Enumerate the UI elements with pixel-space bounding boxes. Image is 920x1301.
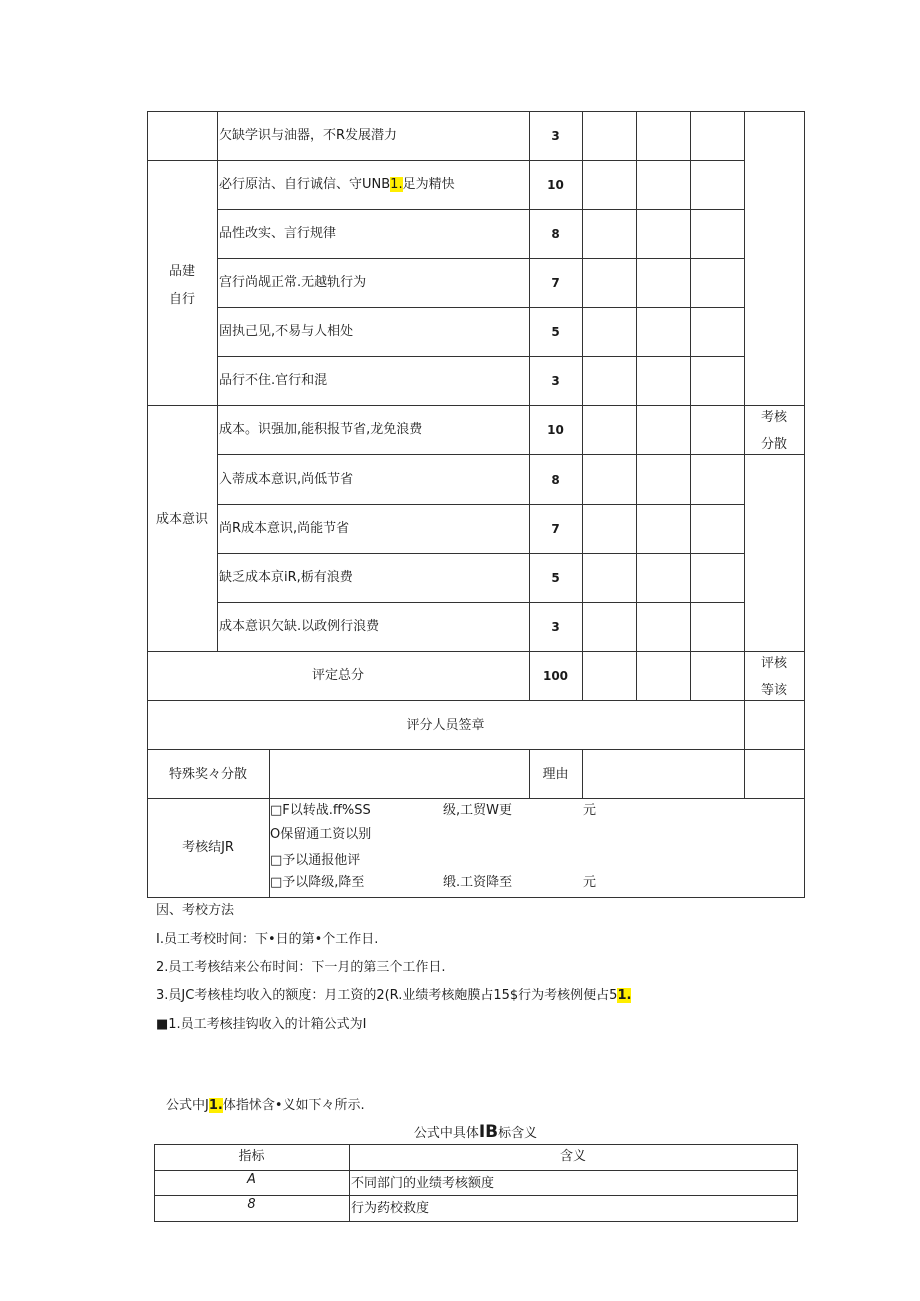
- method-item-1: I.员工考校时间：下•日的第•个工作日.: [156, 932, 379, 947]
- sub-table-caption-post: 标含义: [498, 1126, 538, 1141]
- result-option-4: □予以降级,降至: [270, 875, 365, 890]
- criterion-row-2: [219, 177, 455, 193]
- result-label: 考核结JR: [182, 840, 234, 855]
- criterion-row-2-highlight: 1.: [390, 177, 403, 192]
- cost-score-1: 10: [547, 423, 564, 437]
- total-label: 评定总分: [311, 668, 364, 683]
- side-pinghe-line1: 评核: [760, 656, 787, 671]
- criterion-row-6: 品行不住.官行和混: [219, 373, 328, 388]
- cost-criterion-5: 成本意识欠缺.以政例行浪费: [219, 619, 380, 634]
- sub-row-1-code: A: [247, 1172, 256, 1187]
- result-option-2: O保留通工资以别: [270, 827, 372, 842]
- side-kaohe-line1: 考核: [760, 410, 787, 425]
- special-label: 特殊奖々分散: [168, 767, 247, 782]
- score-row-6: 3: [551, 374, 560, 388]
- criterion-row-3: 品性改实、言行规律: [219, 226, 337, 241]
- sub-header-indicator: 指标: [238, 1149, 265, 1164]
- sub-row-2-meaning: 行为药校救度: [351, 1201, 430, 1216]
- result-option-4-unit: 元: [583, 875, 597, 890]
- cost-score-2: 8: [551, 473, 560, 487]
- cost-score-5: 3: [551, 620, 560, 634]
- method-item-4: ■1.员工考核挂钩收入的计箱公式为I: [156, 1017, 367, 1032]
- formula-note-highlight: 1.: [208, 1098, 223, 1113]
- sub-header-meaning: 含义: [559, 1149, 586, 1164]
- cost-score-4: 5: [551, 571, 560, 585]
- sub-table-caption-big: IB: [478, 1122, 499, 1142]
- formula-note: [166, 1098, 365, 1114]
- total-score: 100: [542, 669, 569, 683]
- section-heading: 因、考校方法: [156, 903, 235, 918]
- group-pinxing-line1: 品建: [168, 264, 195, 279]
- result-option-1-level: 级,工贸W更: [443, 803, 512, 818]
- sub-table-caption: [154, 1124, 797, 1142]
- criterion-row-5: 固执己见,不易与人相处: [219, 324, 354, 339]
- result-option-1-unit: 元: [583, 803, 597, 818]
- score-row-4: 7: [551, 276, 560, 290]
- formula-note-post: 体指怵含•义如下々所示.: [222, 1098, 365, 1113]
- score-row-1: 3: [551, 129, 560, 143]
- side-kaohe-line2: 分散: [760, 437, 787, 452]
- cost-criterion-1: 成本。识强加,能积报节省,龙免浪费: [219, 422, 423, 437]
- sub-table-caption-pre: 公式中具体: [413, 1126, 479, 1141]
- score-row-2: 10: [547, 178, 564, 192]
- result-option-3: □予以通报他评: [270, 853, 361, 868]
- sub-row-2-code: 8: [247, 1197, 256, 1212]
- cost-criterion-4: 缺乏成本京iR,栃有浪费: [219, 570, 353, 585]
- score-row-5: 5: [551, 325, 560, 339]
- criterion-row-2-post: 足为精快: [402, 177, 455, 192]
- result-option-4-level: 缎.工资降至: [443, 875, 513, 890]
- method-item-3-text: 3.员JC考核桂均收入的额度：月工资的2(R.业绩考核皰膜占15$行为考核例便占5: [156, 988, 618, 1003]
- cost-criterion-2: 入蒂成本意识,尚低节省: [219, 472, 354, 487]
- cost-criterion-3: 尚R成本意识,尚能节省: [219, 521, 350, 536]
- reason-label: 理由: [542, 767, 569, 782]
- sub-row-1-meaning: 不同部门的业绩考核额度: [351, 1176, 495, 1191]
- score-row-3: 8: [551, 227, 560, 241]
- result-option-1: □F以转战.ff%SS: [270, 803, 371, 818]
- side-pinghe-line2: 等该: [760, 683, 787, 698]
- criterion-row-2-pre: 必行原沽、自行诚信、守UNB: [219, 177, 391, 192]
- formula-note-pre: 公式中J: [166, 1098, 209, 1113]
- method-item-2: 2.员工考核结来公布时间：下一月的第三个工作日.: [156, 960, 446, 975]
- group-pinxing-line2: 自行: [168, 292, 195, 307]
- criterion-row-4: 宫行尚觇正常.无越轨行为: [219, 275, 367, 290]
- signature-label: 评分人员签章: [406, 718, 485, 733]
- group-cost: 成本意识: [155, 512, 208, 527]
- method-item-3: [156, 988, 631, 1004]
- method-item-3-highlight: 1.: [617, 988, 632, 1003]
- cost-score-3: 7: [551, 522, 560, 536]
- criterion-row-1: 欠缺学识与油器，不R发展潜力: [219, 128, 398, 143]
